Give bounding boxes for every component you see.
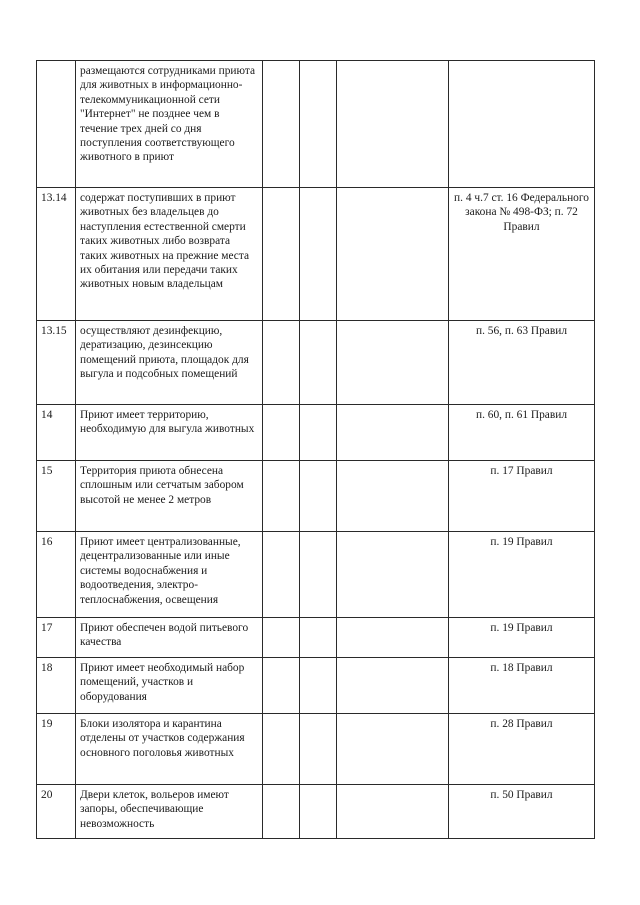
table-row: [37, 405, 595, 461]
requirement-text: содержат поступивших в приют животных без владельцев до наступления естественной смерти таких животных либо возврата таких животных на прежние места их обитания или передачи таких животных новым владельцам: [76, 188, 263, 321]
table-row: [37, 61, 595, 188]
table-row: [37, 461, 595, 532]
answer-no-cell: [300, 618, 337, 658]
row-number: 14: [37, 405, 76, 461]
answer-no-cell: [300, 461, 337, 532]
table-row: [37, 618, 595, 658]
row-number: 13.14: [37, 188, 76, 321]
table-row: [37, 785, 595, 839]
answer-no-cell: [300, 321, 337, 405]
row-number: 15: [37, 461, 76, 532]
answer-na-cell: [337, 321, 449, 405]
answer-yes-cell: [263, 405, 300, 461]
answer-no-cell: [300, 188, 337, 321]
table-row: [37, 188, 595, 321]
row-number: 20: [37, 785, 76, 839]
requirement-text: осуществляют дезинфекцию, дератизацию, дезинсекцию помещений приюта, площадок для выгула и подсобных помещений: [76, 321, 263, 405]
answer-yes-cell: [263, 532, 300, 618]
answer-yes-cell: [263, 321, 300, 405]
answer-na-cell: [337, 61, 449, 188]
legal-reference: [449, 61, 595, 188]
checklist-table: [36, 60, 595, 839]
requirement-text: Территория приюта обнесена сплошным или сетчатым забором высотой не менее 2 метров: [76, 461, 263, 532]
answer-na-cell: [337, 532, 449, 618]
legal-reference: п. 50 Правил: [449, 785, 595, 839]
answer-na-cell: [337, 714, 449, 785]
answer-no-cell: [300, 714, 337, 785]
legal-reference: п. 4 ч.7 ст. 16 Федерального закона № 498-ФЗ; п. 72 Правил: [449, 188, 595, 321]
answer-na-cell: [337, 785, 449, 839]
legal-reference: п. 28 Правил: [449, 714, 595, 785]
answer-na-cell: [337, 461, 449, 532]
answer-yes-cell: [263, 714, 300, 785]
answer-yes-cell: [263, 618, 300, 658]
requirement-text: Двери клеток, вольеров имеют запоры, обеспечивающие невозможность: [76, 785, 263, 839]
answer-no-cell: [300, 532, 337, 618]
answer-na-cell: [337, 405, 449, 461]
answer-no-cell: [300, 785, 337, 839]
row-number: 17: [37, 618, 76, 658]
table-row: [37, 321, 595, 405]
legal-reference: п. 19 Правил: [449, 618, 595, 658]
answer-yes-cell: [263, 188, 300, 321]
requirement-text: размещаются сотрудниками приюта для животных в информационно-телекоммуникационной сети "Интернет" не позднее чем в течение трех дней со дня поступления соответствующего животного в приют: [76, 61, 263, 188]
row-number: 19: [37, 714, 76, 785]
answer-no-cell: [300, 61, 337, 188]
answer-yes-cell: [263, 785, 300, 839]
table-row: [37, 714, 595, 785]
answer-na-cell: [337, 658, 449, 714]
requirement-text: Блоки изолятора и карантина отделены от участков содержания основного поголовья животных: [76, 714, 263, 785]
legal-reference: п. 56, п. 63 Правил: [449, 321, 595, 405]
requirement-text: Приют обеспечен водой питьевого качества: [76, 618, 263, 658]
table-row: [37, 658, 595, 714]
row-number: 16: [37, 532, 76, 618]
row-number: 18: [37, 658, 76, 714]
row-number: 13.15: [37, 321, 76, 405]
answer-yes-cell: [263, 461, 300, 532]
answer-yes-cell: [263, 61, 300, 188]
answer-yes-cell: [263, 658, 300, 714]
requirement-text: Приют имеет необходимый набор помещений, участков и оборудования: [76, 658, 263, 714]
answer-na-cell: [337, 618, 449, 658]
legal-reference: п. 18 Правил: [449, 658, 595, 714]
requirement-text: Приют имеет территорию, необходимую для выгула животных: [76, 405, 263, 461]
requirement-text: Приют имеет централизованные, децентрализованные или иные системы водоснабжения и водоотведения, электро-теплоснабжения, освещения: [76, 532, 263, 618]
answer-no-cell: [300, 405, 337, 461]
answer-no-cell: [300, 658, 337, 714]
row-number: [37, 61, 76, 188]
table-row: [37, 532, 595, 618]
legal-reference: п. 19 Правил: [449, 532, 595, 618]
legal-reference: п. 60, п. 61 Правил: [449, 405, 595, 461]
legal-reference: п. 17 Правил: [449, 461, 595, 532]
answer-na-cell: [337, 188, 449, 321]
